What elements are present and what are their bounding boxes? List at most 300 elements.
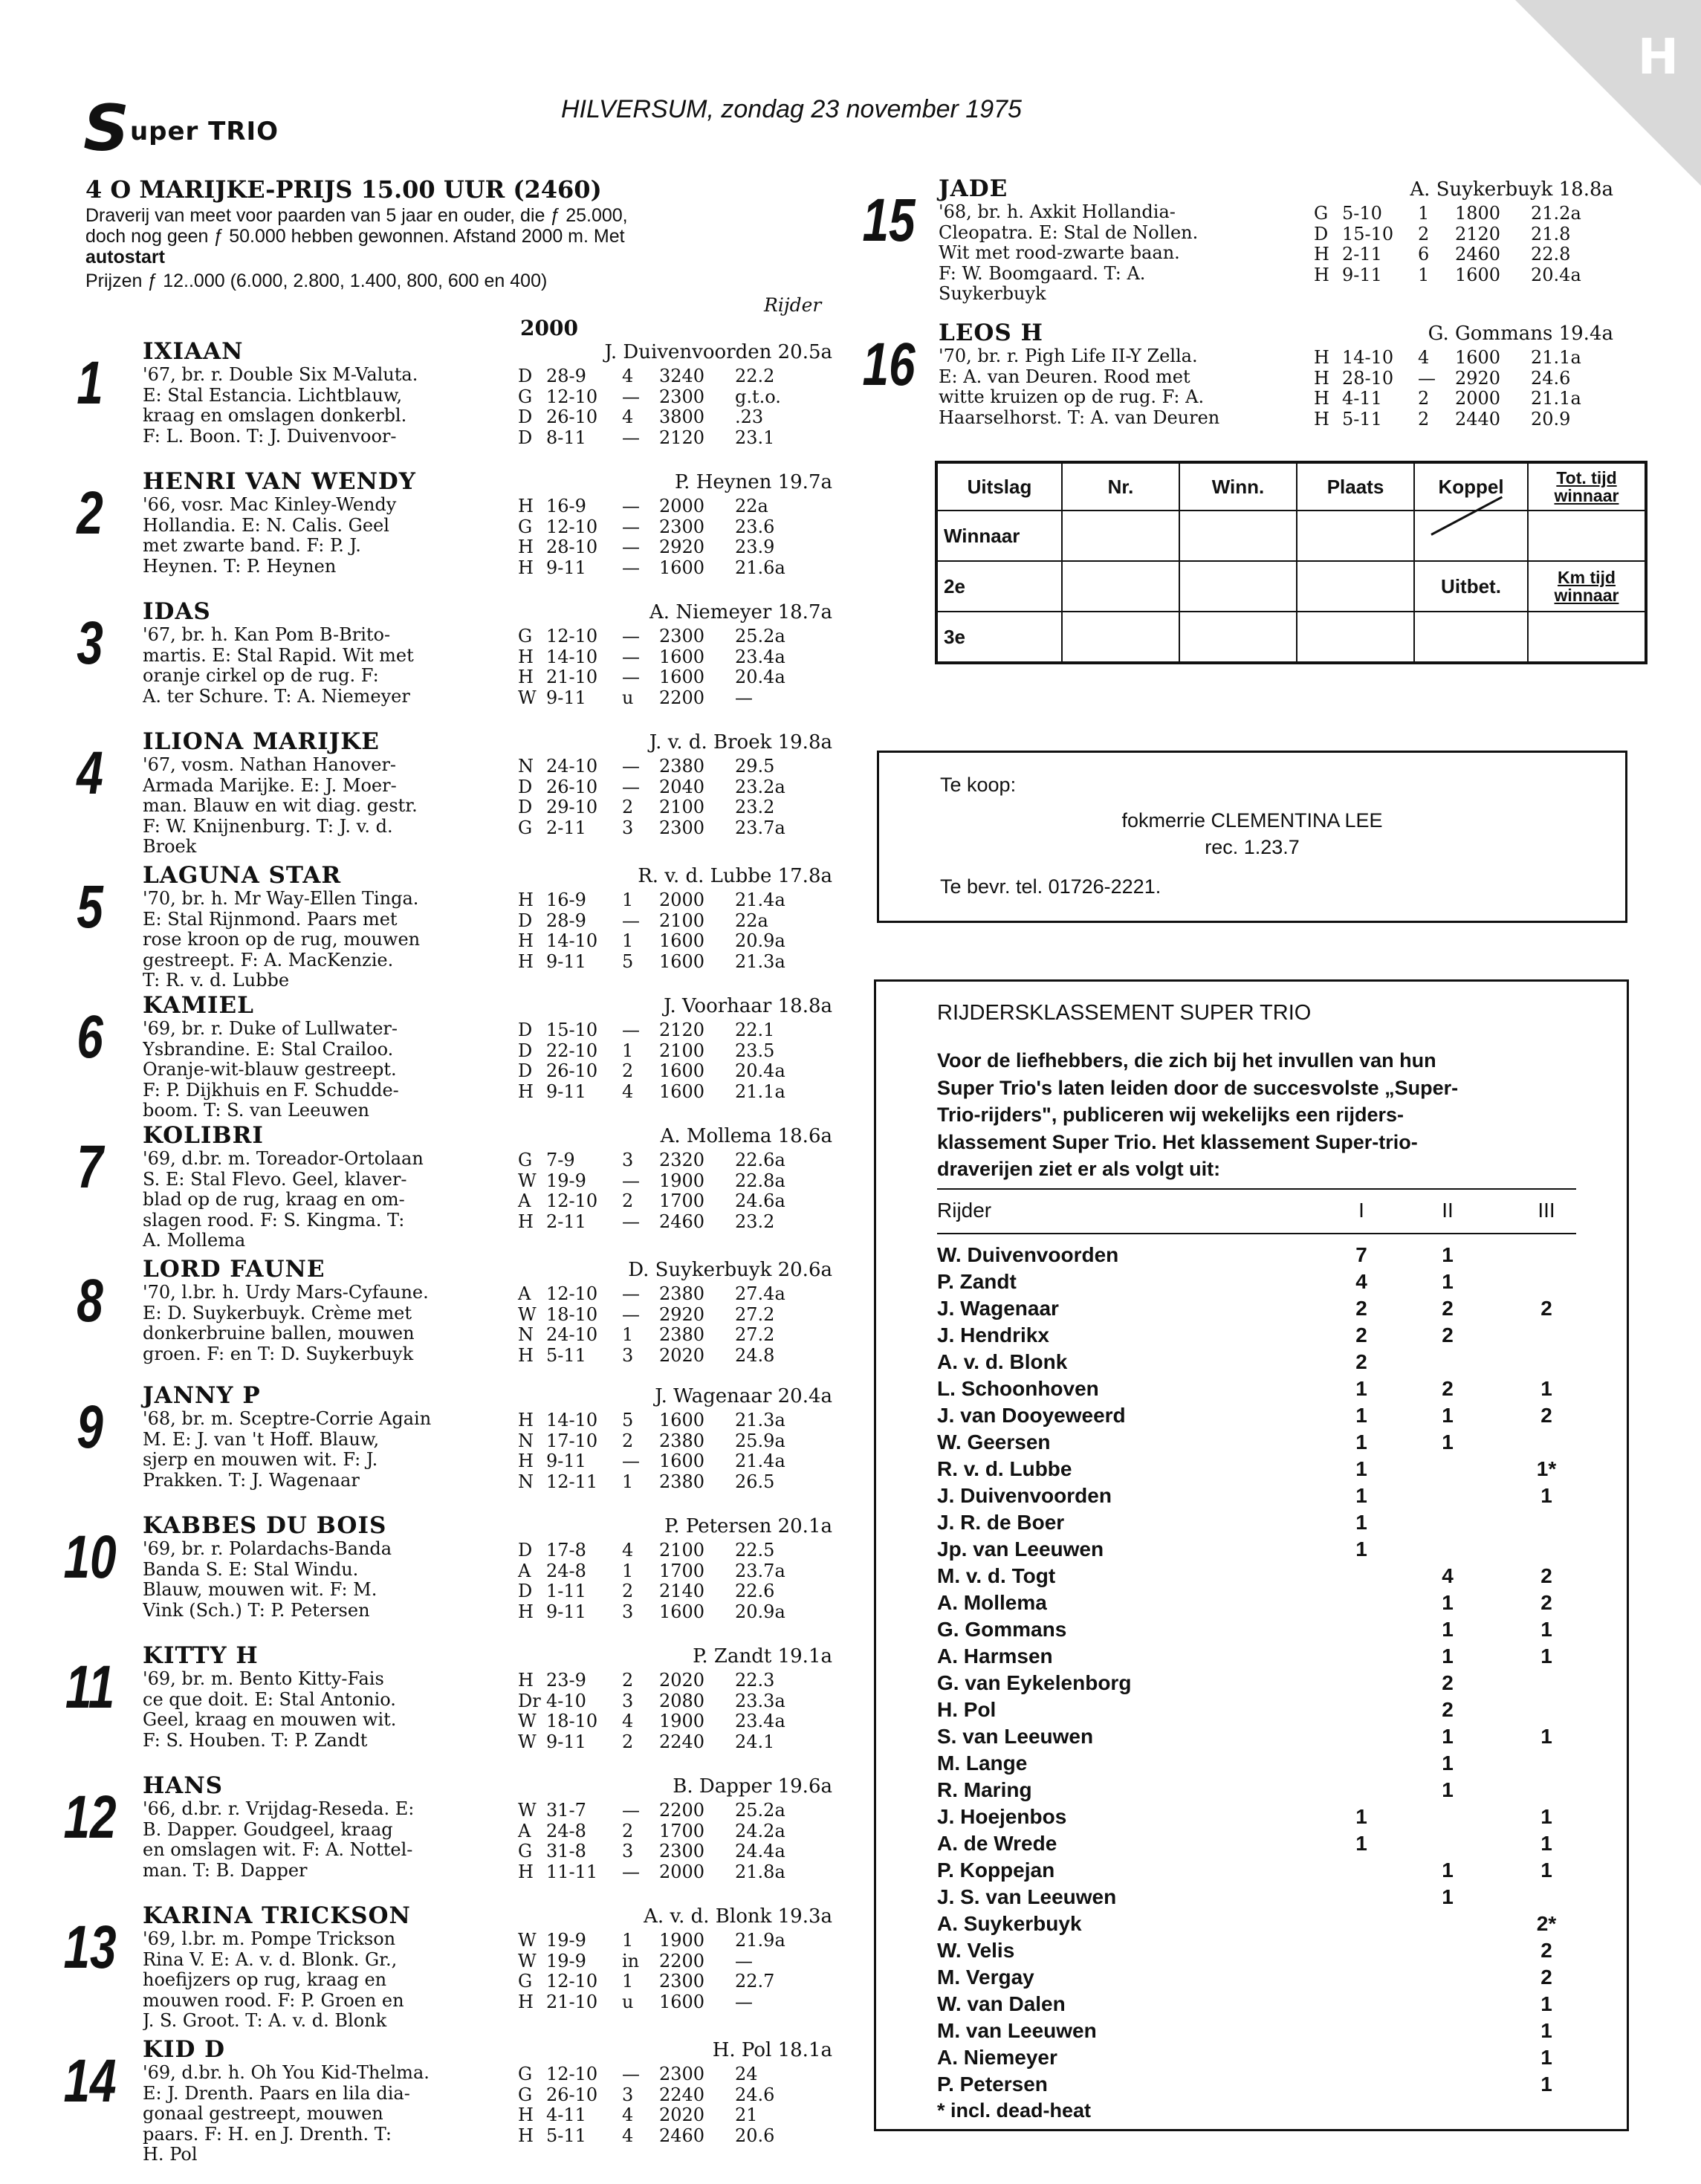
description-line: man. Blauw en wit diag. gestr. — [143, 796, 418, 816]
perf-place: 3 — [622, 1841, 634, 1861]
race-desc-line: Draverij van meet voor paarden van 5 jaar en ouder, die ƒ 25.000, — [85, 205, 628, 226]
count-second: 1 — [1442, 1270, 1454, 1293]
description-line: witte kruizen op de rug. F: A. — [939, 387, 1205, 407]
perf-track: H — [518, 1670, 534, 1691]
perf-time: 21.9a — [735, 1930, 785, 1951]
perf-place: 2 — [1418, 223, 1430, 244]
perf-date: 21-10 — [546, 1991, 598, 2012]
perf-track: G — [518, 516, 533, 537]
cell-empty[interactable] — [1528, 612, 1646, 663]
perf-time: 24.1 — [735, 1731, 775, 1752]
count-first: 1 — [1355, 1457, 1367, 1480]
klassement-row — [937, 1912, 1576, 1939]
perf-place: — — [622, 427, 640, 448]
perf-place: — — [622, 1451, 640, 1471]
perf-place: 4 — [1418, 347, 1430, 368]
horse-number: 5 — [77, 873, 103, 941]
perf-place: — — [622, 1800, 640, 1821]
perf-track: H — [518, 890, 534, 910]
rijdersklassement-box — [874, 979, 1629, 2131]
perf-track: H — [518, 1451, 534, 1471]
perf-place: — — [622, 2064, 640, 2084]
sale-record: rec. 1.23.7 — [1205, 836, 1300, 858]
perf-distance: 2100 — [659, 797, 705, 817]
count-first: 1 — [1355, 1832, 1367, 1855]
perf-distance: 2920 — [1455, 367, 1501, 389]
description-line: A. ter Schure. T: A. Niemeyer — [143, 686, 410, 707]
rider-name: J. Hoejenbos — [937, 1805, 1067, 1828]
perf-place: — — [622, 496, 640, 516]
perf-track: G — [518, 2084, 533, 2105]
perf-distance: 2020 — [659, 1670, 705, 1691]
perf-date: 15-10 — [546, 1020, 598, 1040]
perf-place: 4 — [622, 2125, 634, 2146]
perf-time: 23.4a — [735, 1711, 785, 1731]
cell-empty[interactable] — [1062, 511, 1179, 561]
perf-place: — — [622, 667, 640, 687]
count-third: 2 — [1540, 1966, 1552, 1989]
perf-time: — — [735, 1991, 753, 2012]
cell-empty[interactable] — [1297, 511, 1414, 561]
count-third: 1 — [1540, 1805, 1552, 1828]
horse-rider: J. Voorhaar 18.8a — [664, 995, 832, 1017]
corner-letter: H — [1637, 28, 1679, 85]
perf-time: 27.2 — [735, 1303, 775, 1325]
perf-place: — — [622, 776, 640, 797]
horse-name: LAGUNA STAR — [143, 862, 342, 889]
perf-date: 16-9 — [546, 496, 586, 516]
horse-rider: A. Mollema 18.6a — [660, 1125, 832, 1147]
perf-place: 3 — [622, 1690, 634, 1711]
rider-name: W. van Dalen — [937, 1992, 1066, 2015]
perf-date: 18-10 — [546, 1303, 598, 1325]
perf-date: 11-11 — [546, 1861, 598, 1882]
horse-number: 1 — [77, 349, 103, 417]
perf-date: 9-11 — [546, 1451, 586, 1471]
perf-place: 2 — [622, 797, 634, 817]
perf-track: H — [518, 496, 534, 516]
description-line: A. Mollema — [143, 1231, 246, 1251]
perf-distance: 2300 — [659, 1841, 705, 1861]
klassement-row — [937, 1377, 1576, 1404]
perf-distance: 2320 — [659, 1150, 705, 1170]
cell-empty[interactable] — [1414, 612, 1528, 663]
perf-date: 21-10 — [546, 667, 598, 687]
horse-number: 16 — [862, 331, 916, 398]
perf-place: 5 — [622, 1410, 634, 1430]
rider-name: P. Zandt — [937, 1270, 1017, 1293]
perf-distance: 1600 — [1455, 264, 1501, 285]
perf-time: 23.4a — [735, 646, 785, 667]
description-line: ce que doit. E: Stal Antonio. — [143, 1689, 396, 1710]
perf-distance: 2300 — [659, 626, 705, 647]
perf-place: — — [622, 537, 640, 557]
row-label-3e: 3e — [936, 612, 1062, 663]
perf-track: D — [1314, 223, 1329, 244]
perf-place: 2 — [622, 1190, 634, 1211]
cell-empty[interactable] — [1062, 561, 1179, 612]
count-third: 1 — [1540, 1645, 1552, 1668]
horse-description — [143, 1539, 544, 1621]
klassement-row — [937, 1537, 1576, 1564]
cell-empty[interactable] — [1297, 561, 1414, 612]
horse-rider: J. v. d. Broek 19.8a — [649, 731, 832, 754]
perf-time: 27.2 — [735, 1324, 775, 1345]
perf-distance: 2460 — [659, 1211, 705, 1232]
perf-time: 22.7 — [735, 1971, 775, 1992]
description-line: T: R. v. d. Lubbe — [143, 971, 290, 991]
perf-distance: 2380 — [659, 1283, 705, 1304]
perf-date: 12-10 — [546, 1283, 598, 1304]
intro-line: Voor de liefhebbers, die zich bij het invullen van hun — [937, 1049, 1436, 1072]
perf-track: G — [518, 2064, 533, 2084]
rider-name: J. R. de Boer — [937, 1511, 1065, 1534]
perf-time: 22.8a — [735, 1170, 785, 1191]
perf-time: 25.2a — [735, 1800, 785, 1821]
perf-place: 1 — [622, 1040, 634, 1061]
perf-track: H — [518, 646, 534, 667]
count-second: 1 — [1442, 1243, 1454, 1266]
perf-place: — — [622, 516, 640, 537]
description-line: Rina V. E: A. v. d. Blonk. Gr., — [143, 1949, 398, 1970]
perf-track: W — [518, 1731, 537, 1752]
perf-distance: 2380 — [659, 756, 705, 777]
count-first: 1 — [1355, 1511, 1367, 1534]
description-line: F: S. Houben. T: P. Zandt — [143, 1730, 368, 1751]
count-first: 4 — [1355, 1270, 1367, 1293]
header-rijder: Rijder — [937, 1199, 992, 1222]
perf-distance: 2460 — [659, 2125, 705, 2146]
perf-date: 2-11 — [1342, 244, 1382, 265]
description-line: '69, br. m. Bento Kitty-Fais — [143, 1669, 384, 1689]
description-line: Haarselhorst. T: A. van Deuren — [939, 407, 1220, 428]
klassement-row — [937, 1939, 1576, 1966]
horse-description — [143, 1929, 544, 2032]
horse-name: HENRI VAN WENDY — [143, 468, 416, 495]
perf-place: 4 — [622, 2104, 634, 2125]
perf-distance: 1600 — [659, 1991, 705, 2012]
rider-name: J. van Dooyeweerd — [937, 1404, 1126, 1427]
perf-date: 9-11 — [546, 557, 586, 578]
description-line: F: L. Boon. T: J. Duivenvoor- — [143, 426, 397, 447]
perf-track: H — [518, 2104, 534, 2125]
description-line: rose kroon op de rug, mouwen — [143, 930, 421, 950]
header-iii: III — [1538, 1199, 1555, 1222]
intro-line: Super Trio's laten leiden door de succesvolste „Super- — [937, 1076, 1459, 1099]
perf-time: 22a — [735, 496, 768, 516]
klassement-row — [937, 1323, 1576, 1350]
horse-description — [143, 1799, 544, 1881]
count-second: 1 — [1442, 1859, 1454, 1882]
rider-name: J. Duivenvoorden — [937, 1484, 1112, 1507]
description-line: boom. T: S. van Leeuwen — [143, 1101, 369, 1121]
perf-place: — — [622, 1283, 640, 1304]
klassement-row — [937, 1243, 1576, 1270]
klassement-row — [937, 1859, 1576, 1885]
rider-name: J. Wagenaar — [937, 1297, 1059, 1320]
perf-date: 23-9 — [546, 1670, 586, 1691]
perf-time: 23.6 — [735, 516, 775, 537]
count-third: 2* — [1536, 1912, 1557, 1935]
description-line: '68, br. h. Axkit Hollandia- — [939, 202, 1176, 222]
horse-name: JANNY P — [143, 1382, 261, 1409]
perf-track: H — [518, 1080, 534, 1102]
description-line: '69, d.br. m. Toreador-Ortolaan — [143, 1149, 424, 1169]
perf-date: 12-10 — [546, 516, 598, 537]
description-line: gestreept. F: A. MacKenzie. — [143, 950, 394, 971]
perf-place: 2 — [622, 1820, 634, 1841]
rider-name: R. Maring — [937, 1778, 1032, 1801]
horse-description — [939, 202, 1340, 305]
description-line: Wit met rood-zwarte baan. — [939, 243, 1180, 263]
perf-time: 23.2 — [735, 797, 775, 817]
perf-track: H — [1314, 264, 1329, 285]
perf-time: 22.2 — [735, 366, 775, 386]
perf-place: u — [622, 1991, 634, 2012]
perf-track: H — [1314, 347, 1329, 368]
horse-number: 12 — [63, 1783, 117, 1851]
klassement-row — [937, 1992, 1576, 2019]
rider-name: A. v. d. Blonk — [937, 1350, 1068, 1373]
count-third: 1 — [1540, 1859, 1552, 1882]
perf-distance: 1700 — [659, 1820, 705, 1841]
perf-date: 5-10 — [1342, 203, 1382, 224]
perf-date: 5-11 — [546, 2125, 586, 2146]
perf-place: 4 — [622, 1711, 634, 1731]
race-description — [85, 205, 836, 268]
perf-track: D — [518, 427, 533, 448]
count-third: 2 — [1540, 1404, 1552, 1427]
perf-distance: 2240 — [659, 1731, 705, 1752]
perf-place: 4 — [622, 1080, 634, 1102]
header-nr: Nr. — [1062, 462, 1179, 511]
klassement-intro — [937, 1047, 1569, 1183]
klassement-header-row — [937, 1199, 1576, 1225]
count-second: 2 — [1442, 1323, 1454, 1347]
header-koppel: Koppel — [1414, 462, 1528, 511]
perf-date: 1-11 — [546, 1581, 586, 1601]
perf-track: A — [518, 1283, 531, 1304]
klassement-row — [937, 1270, 1576, 1297]
count-third: 1 — [1540, 2019, 1552, 2042]
count-third: 2 — [1540, 1564, 1552, 1587]
rider-name: M. van Leeuwen — [937, 2019, 1097, 2042]
description-line: hoefijzers op rug, kraag en — [143, 1970, 387, 1990]
description-line: Blauw, mouwen wit. F: M. — [143, 1580, 378, 1600]
klassement-row — [937, 1778, 1576, 1805]
perf-place: 1 — [622, 1930, 634, 1951]
rider-name: P. Koppejan — [937, 1859, 1055, 1882]
perf-place: 6 — [1418, 244, 1430, 265]
horse-rider: B. Dapper 19.6a — [673, 1775, 832, 1798]
perf-track: H — [518, 1861, 534, 1882]
perf-track: H — [518, 930, 534, 951]
description-line: Vink (Sch.) T: P. Petersen — [143, 1600, 370, 1621]
perf-distance: 3800 — [659, 406, 705, 427]
perf-date: 12-11 — [546, 1471, 598, 1492]
row-label-2e: 2e — [936, 561, 1062, 612]
perf-time: 21.3a — [735, 1410, 785, 1430]
perf-date: 24-10 — [546, 756, 598, 777]
race-title: 4 O MARIJKE-PRIJS 15.00 UUR (2460) — [85, 175, 602, 204]
description-line: Armada Marijke. E: J. Moer- — [143, 775, 397, 796]
perf-distance: 1600 — [659, 930, 705, 951]
klassement-row — [937, 2046, 1576, 2073]
perf-date: 7-9 — [546, 1150, 575, 1170]
perf-time: 25.9a — [735, 1430, 785, 1451]
perf-distance: 2120 — [659, 1020, 705, 1040]
klassement-row — [937, 1698, 1576, 1725]
perf-place: 2 — [622, 1430, 634, 1451]
perf-time: 20.9a — [735, 1601, 785, 1622]
perf-time: 20.4a — [735, 1060, 785, 1081]
horse-description — [143, 1409, 544, 1491]
perf-time: 20.9a — [735, 930, 785, 951]
perf-distance: 2240 — [659, 2084, 705, 2105]
perf-date: 22-10 — [546, 1040, 598, 1061]
perf-track: D — [518, 1040, 533, 1061]
count-first: 1 — [1355, 1537, 1367, 1561]
perf-distance: 2920 — [659, 537, 705, 557]
perf-time: 24 — [735, 2064, 758, 2084]
rider-name: W. Duivenvoorden — [937, 1243, 1119, 1266]
perf-track: G — [518, 1971, 533, 1992]
cell-empty[interactable] — [1528, 511, 1646, 561]
perf-distance: 2120 — [1455, 223, 1501, 244]
for-sale-ad — [877, 751, 1627, 923]
perf-distance: 1700 — [659, 1190, 705, 1211]
horse-number: 7 — [77, 1133, 103, 1201]
perf-time: 26.5 — [735, 1471, 775, 1492]
header-winn: Winn. — [1179, 462, 1297, 511]
perf-time: 20.4a — [1531, 264, 1581, 285]
count-third: 2 — [1540, 1939, 1552, 1962]
count-third: 1 — [1540, 1377, 1552, 1400]
perf-track: G — [518, 626, 533, 647]
klassement-row — [937, 1966, 1576, 1992]
perf-date: 28-10 — [546, 537, 598, 557]
perf-date: 29-10 — [546, 797, 598, 817]
perf-date: 9-11 — [546, 1080, 586, 1102]
rider-name: J. Hendrikx — [937, 1323, 1049, 1347]
description-line: '70, br. h. Mr Way-Ellen Tinga. — [143, 889, 419, 909]
horse-description — [143, 365, 544, 447]
perf-date: 31-8 — [546, 1841, 586, 1861]
horse-rider: D. Suykerbuyk 20.6a — [628, 1259, 832, 1281]
header-plaats: Plaats — [1297, 462, 1414, 511]
perf-date: 17-10 — [546, 1430, 598, 1451]
perf-distance: 2140 — [659, 1581, 705, 1601]
perf-track: D — [518, 797, 533, 817]
perf-time: 22.1 — [735, 1020, 775, 1040]
perf-distance: 2000 — [659, 496, 705, 516]
perf-time: — — [735, 687, 753, 708]
klassement-row — [937, 1591, 1576, 1618]
cell-empty[interactable] — [1179, 561, 1297, 612]
perf-date: 19-9 — [546, 1930, 586, 1951]
horse-description — [143, 495, 544, 577]
description-line: met zwarte band. F: P. J. — [143, 536, 361, 556]
perf-place: in — [622, 1950, 640, 1971]
perf-time: 21.4a — [735, 890, 785, 910]
perf-date: 8-11 — [546, 427, 586, 448]
rider-name: M. Vergay — [937, 1966, 1034, 1989]
description-line: donkerbruine ballen, mouwen — [143, 1323, 415, 1344]
perf-track: N — [518, 1471, 534, 1492]
perf-place: 1 — [622, 1471, 634, 1492]
horse-number: 4 — [77, 739, 103, 807]
klassement-row — [937, 1297, 1576, 1323]
perf-time: 22a — [735, 910, 768, 931]
perf-time: 20.9 — [1531, 408, 1571, 430]
perf-date: 12-10 — [546, 1971, 598, 1992]
description-line: '70, l.br. h. Urdy Mars-Cyfaune. — [143, 1283, 429, 1303]
description-line: Heynen. T: P. Heynen — [143, 556, 337, 577]
rider-name: W. Geersen — [937, 1430, 1051, 1454]
klassement-row — [937, 2019, 1576, 2046]
perf-place: 1 — [622, 1324, 634, 1345]
cell-empty[interactable] — [1297, 612, 1414, 663]
perf-track: D — [518, 1060, 533, 1081]
horse-name: KABBES DU BOIS — [143, 1512, 387, 1539]
perf-place: — — [1418, 367, 1436, 389]
count-second: 1 — [1442, 1618, 1454, 1641]
count-third: 1 — [1540, 1484, 1552, 1507]
count-first: 1 — [1355, 1805, 1367, 1828]
perf-distance: 1600 — [659, 557, 705, 578]
perf-time: 22.8 — [1531, 244, 1571, 265]
description-line: E: Stal Estancia. Lichtblauw, — [143, 385, 403, 406]
perf-time: 24.6 — [1531, 367, 1571, 389]
perf-distance: 1700 — [659, 1560, 705, 1581]
results-table — [935, 461, 1647, 664]
cell-empty[interactable] — [1062, 612, 1179, 663]
count-first: 1 — [1355, 1377, 1367, 1400]
perf-distance: 2380 — [659, 1430, 705, 1451]
perf-place: — — [622, 1020, 640, 1040]
klassement-footnote: * incl. dead-heat — [937, 2099, 1092, 2122]
cell-empty[interactable] — [1179, 511, 1297, 561]
description-line: '67, vosm. Nathan Hanover- — [143, 755, 397, 775]
perf-place: — — [622, 1211, 640, 1232]
perf-time: 22.3 — [735, 1670, 775, 1691]
perf-time: 21.3a — [735, 950, 785, 972]
perf-time: 23.1 — [735, 427, 775, 448]
klassement-row — [937, 1484, 1576, 1511]
rider-name: A. Niemeyer — [937, 2046, 1057, 2069]
klassement-row — [937, 1671, 1576, 1698]
perf-time: 21.4a — [735, 1451, 785, 1471]
perf-time: 20.4a — [735, 667, 785, 687]
description-line: '69, br. r. Polardachs-Banda — [143, 1539, 392, 1559]
count-first: 2 — [1355, 1323, 1367, 1347]
perf-track: H — [1314, 388, 1329, 409]
horse-rider: A. v. d. Blonk 19.3a — [644, 1905, 832, 1928]
perf-date: 31-7 — [546, 1800, 586, 1821]
rider-name: L. Schoonhoven — [937, 1377, 1099, 1400]
description-line: F: W. Boomgaard. T: A. — [939, 263, 1146, 284]
horse-rider: P. Heynen 19.7a — [674, 471, 832, 493]
perf-place: 1 — [622, 1560, 634, 1581]
count-third: 1 — [1540, 1992, 1552, 2015]
count-second: 2 — [1442, 1671, 1454, 1694]
rider-name: P. Petersen — [937, 2073, 1048, 2096]
cell-empty[interactable] — [1179, 612, 1297, 663]
perf-track: H — [1314, 367, 1329, 389]
perf-date: 28-9 — [546, 366, 586, 386]
description-line: S. E: Stal Flevo. Geel, klaver- — [143, 1169, 407, 1190]
rider-name: A. Mollema — [937, 1591, 1047, 1614]
